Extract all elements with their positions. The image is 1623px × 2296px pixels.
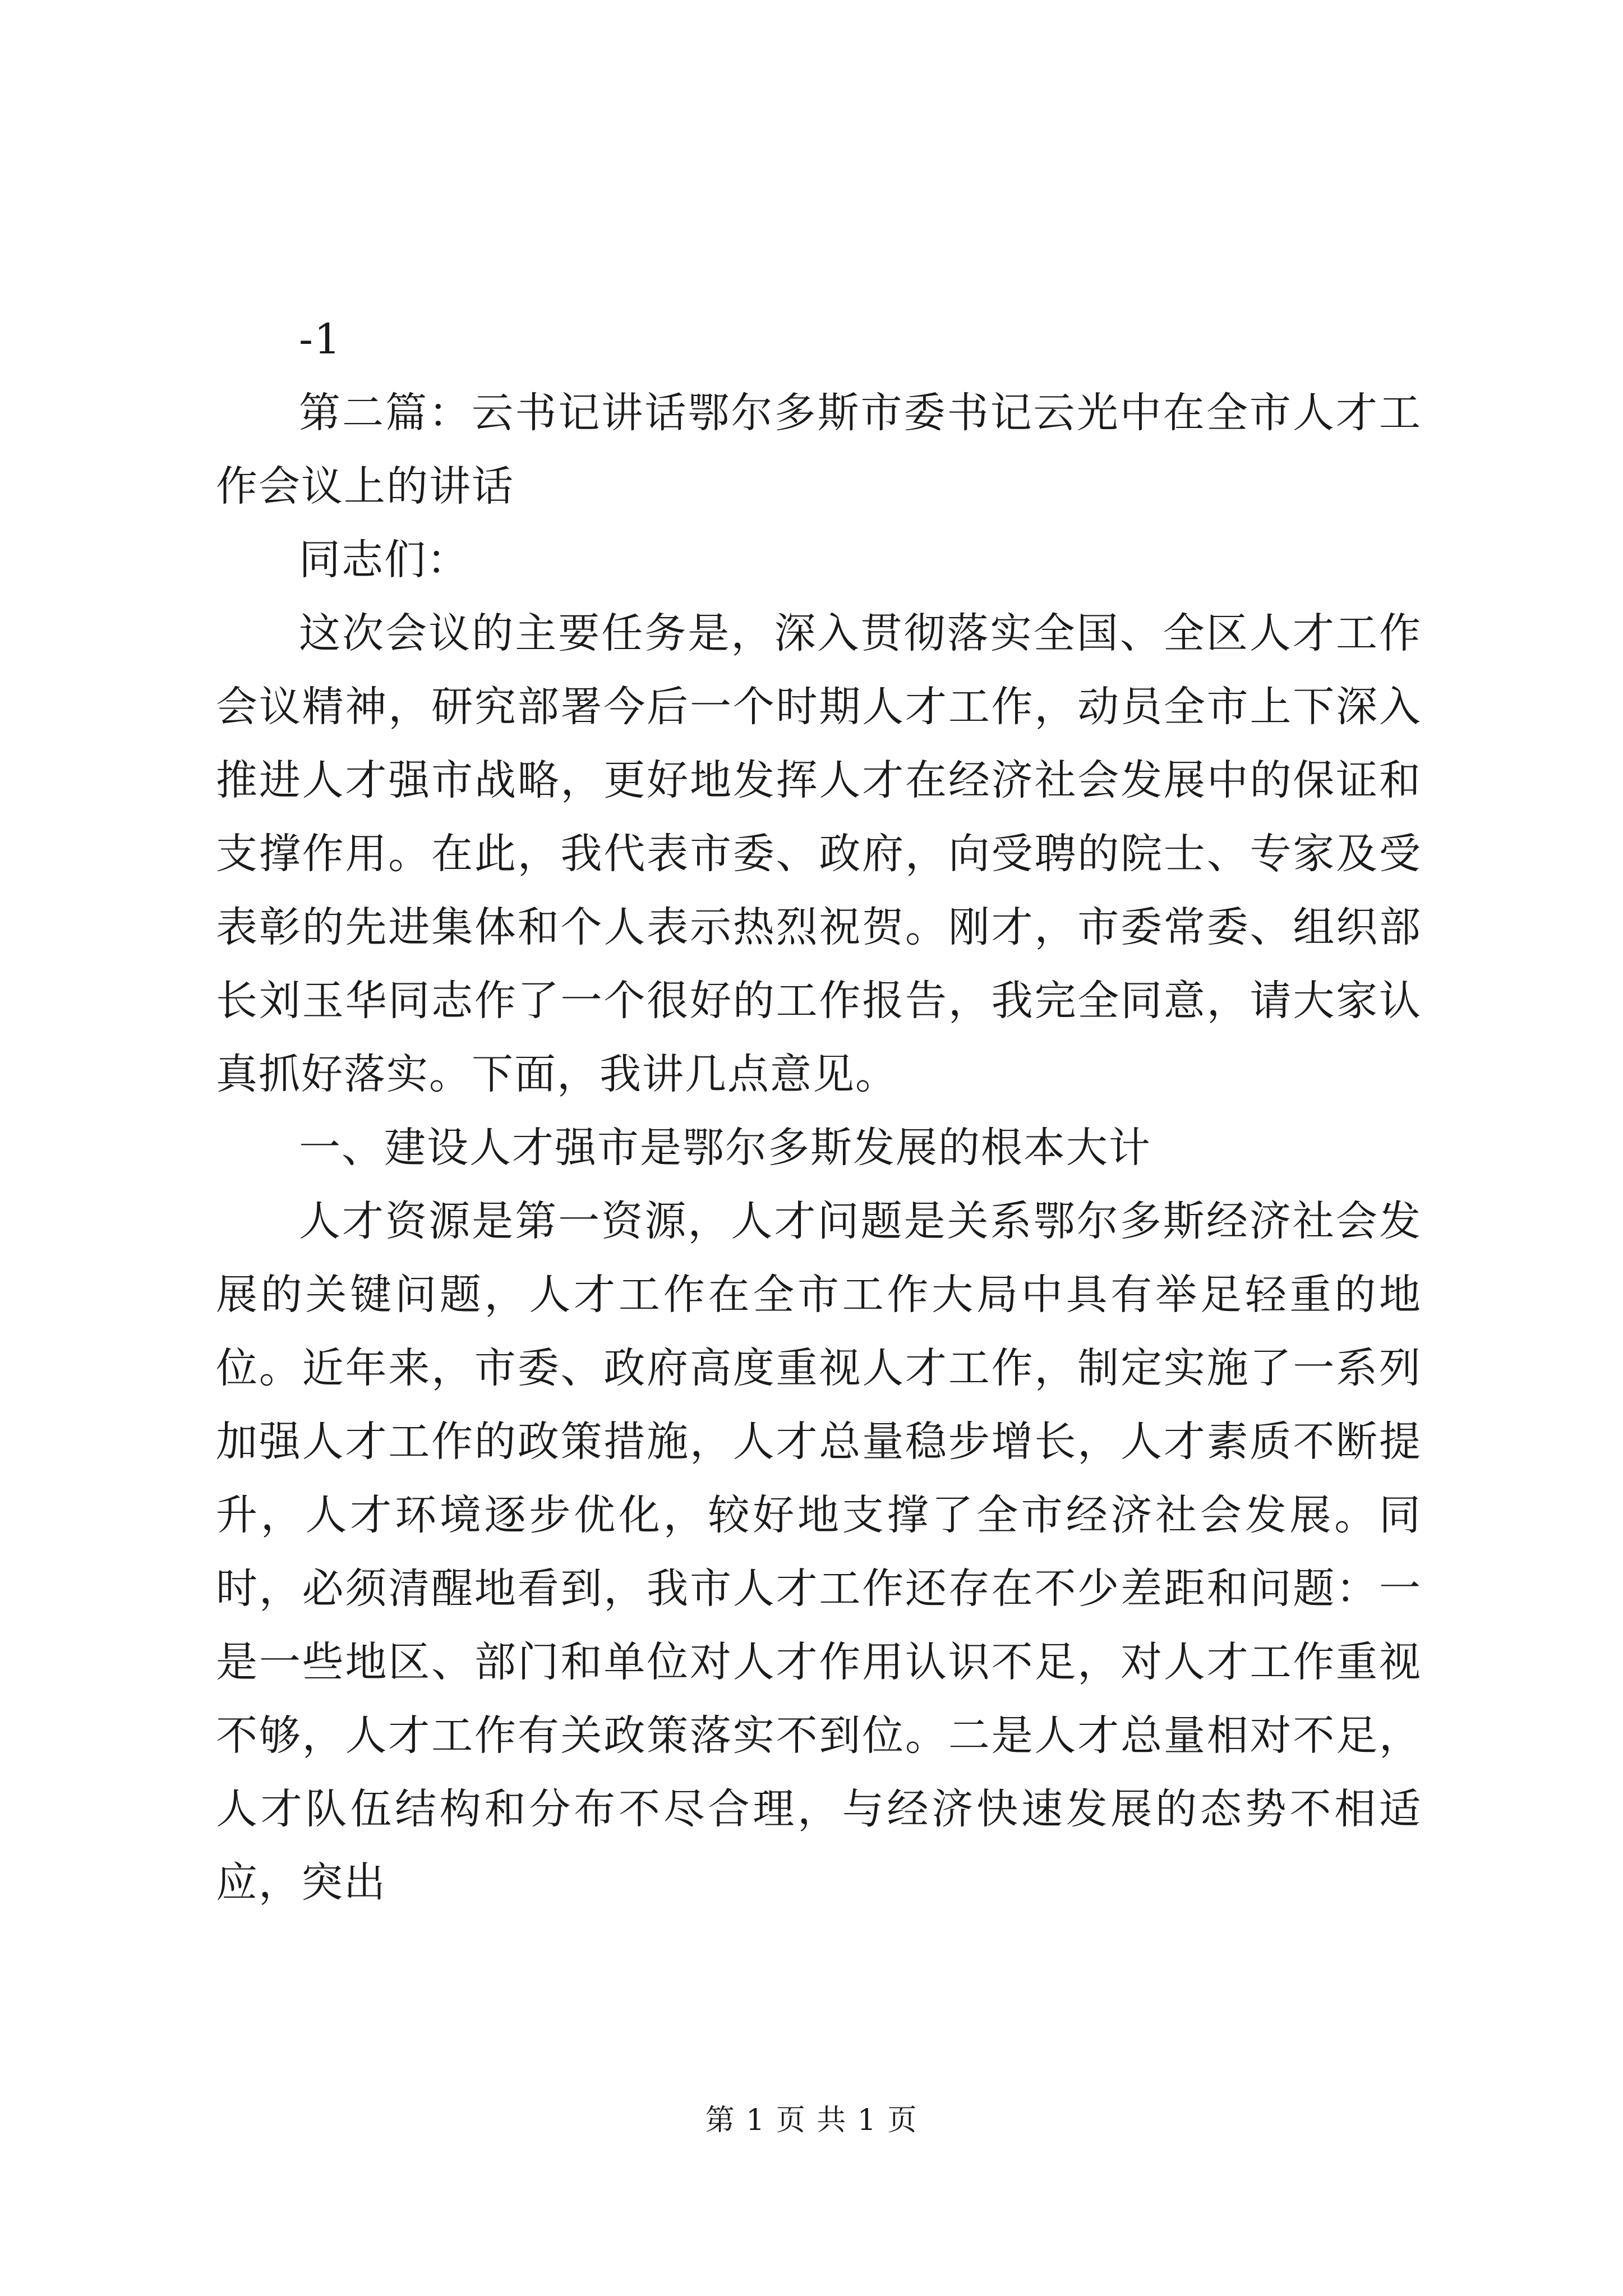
section-heading: 一、建设人才强市是鄂尔多斯发展的根本大计 — [299, 1124, 1151, 1172]
document-title: 第二篇：云书记讲话鄂尔多斯市委书记云光中在全市人才工作会议上的讲话 — [216, 389, 1422, 510]
paragraph-intro: 这次会议的主要任务是，深入贯彻落实全国、全区人才工作会议精神，研究部署今后一个时期人才工作，动员全市上下深入推进人才强市战略，更好地发挥人才在经济社会发展中的保证和支撑作用。在此，我代表市委、政府，向受聘的院士、专家及受表彰的先进集体和个人表示热烈祝贺。刚才，市委常委、组织部长刘玉华同志作了一个很好的工作报告，我完全同意，请大家认真抓好落实。下面，我讲几点意见。 — [216, 609, 1422, 1098]
paragraph-body: 人才资源是第一资源，人才问题是关系鄂尔多斯经济社会发展的关键问题，人才工作在全市工作大局中具有举足轻重的地位。近年来，市委、政府高度重视人才工作，制定实施了一系列加强人才工作的政策措施，人才总量稳步增长，人才素质不断提升，人才环境逐步优化，较好地支撑了全市经济社会发展。同时，必须清醒地看到，我市人才工作还存在不少差距和问题：一是一些地区、部门和单位对人才作用认识不足，对人才工作重视不够，人才工作有关政策落实不到位。二是人才总量相对不足，人才队伍结构和分布不尽合理，与经济快速发展的态势不相适应，突出 — [216, 1197, 1422, 1907]
page-footer: 第 1 页 共 1 页 — [705, 2104, 918, 2137]
page-fragment: -1 — [299, 315, 342, 364]
document-body — [216, 303, 1422, 1920]
salutation: 同志们： — [299, 536, 469, 584]
